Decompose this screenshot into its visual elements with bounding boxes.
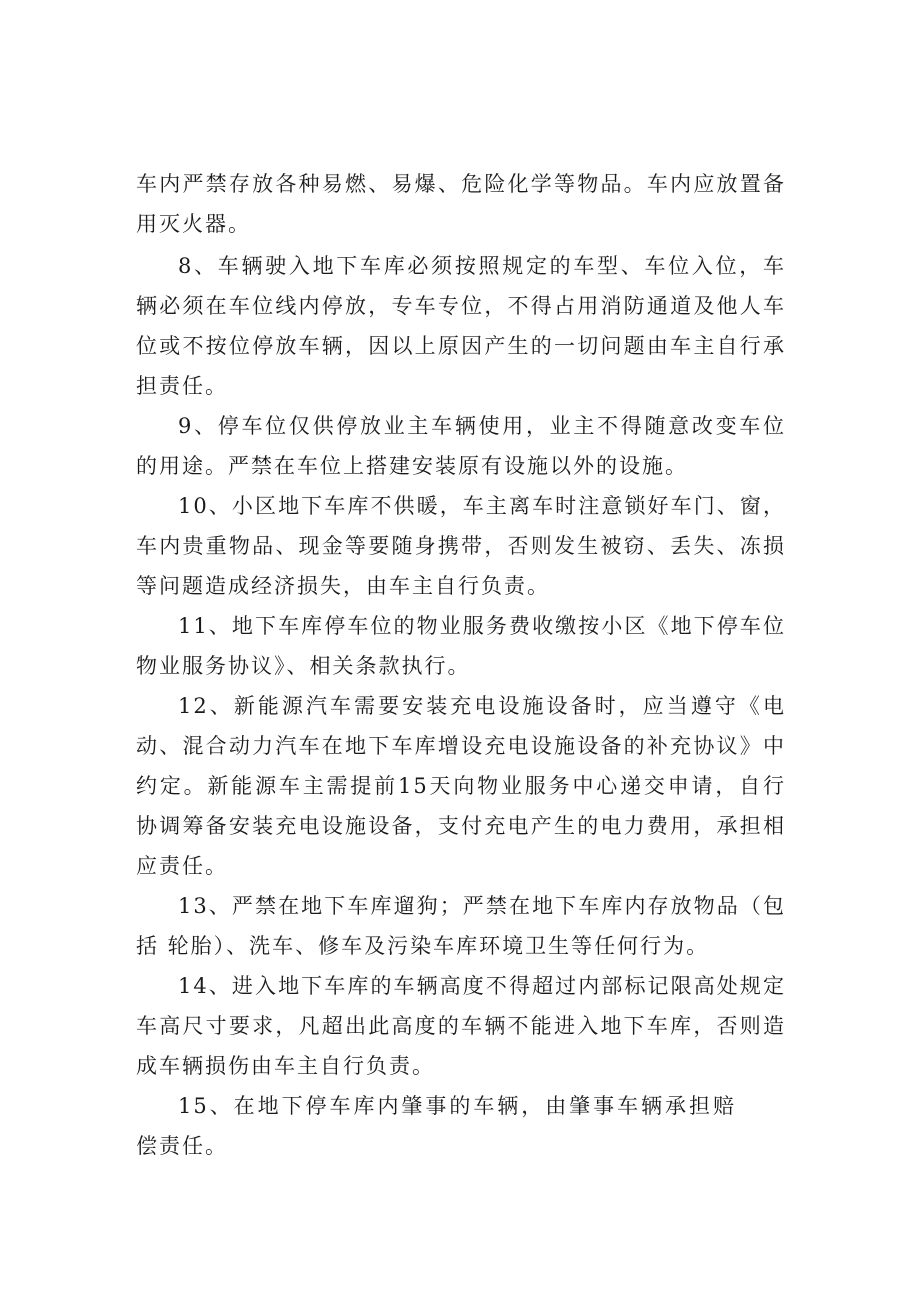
document-body bbox=[136, 164, 786, 1166]
paragraph-item-13: 13、严禁在地下车库遛狗；严禁在地下车库内存放物品（包括 轮胎）、洗车、修车及污染车库环境卫生等任何行为。 bbox=[136, 894, 786, 958]
paragraph-item-8: 8、车辆驶入地下车库必须按照规定的车型、车位入位，车辆必须在车位线内停放，专车专位，不得占用消防通道及他人车位或不按位停放车辆，因以上原因产生的一切问题由车主自行承担责任。 bbox=[136, 254, 786, 398]
paragraph-item-7-continued: 车内严禁存放各种易燃、易爆、危险化学等物品。车内应放置备用灭火器。 bbox=[136, 172, 786, 236]
paragraph-item-15: 15、在地下停车库内肇事的车辆，由肇事车辆承担赔偿责任。 bbox=[136, 1094, 736, 1158]
paragraph-item-14: 14、进入地下车库的车辆高度不得超过内部标记限高处规定车高尺寸要求，凡超出此高度的车辆不能进入地下车库，否则造成车辆损伤由车主自行负责。 bbox=[136, 974, 786, 1078]
paragraph-item-9: 9、停车位仅供停放业主车辆使用，业主不得随意改变车位的用途。严禁在车位上搭建安装原有设施以外的设施。 bbox=[136, 414, 786, 478]
paragraph-item-11: 11、地下车库停车位的物业服务费收缴按小区《地下停车位物业服务协议》、相关条款执行。 bbox=[136, 614, 786, 678]
paragraph-item-10: 10、小区地下车库不供暖，车主离车时注意锁好车门、窗，车内贵重物品、现金等要随身携带，否则发生被窃、丢失、冻损等问题造成经济损失，由车主自行负责。 bbox=[136, 494, 786, 598]
paragraph-item-12: 12、新能源汽车需要安装充电设施设备时，应当遵守《电动、混合动力汽车在地下车库增设充电设施设备的补充协议》中约定。新能源车主需提前15天向物业服务中心递交申请，自行协调筹备安装充电设施设备，支付充电产生的电力费用，承担相应责任。 bbox=[136, 694, 786, 878]
